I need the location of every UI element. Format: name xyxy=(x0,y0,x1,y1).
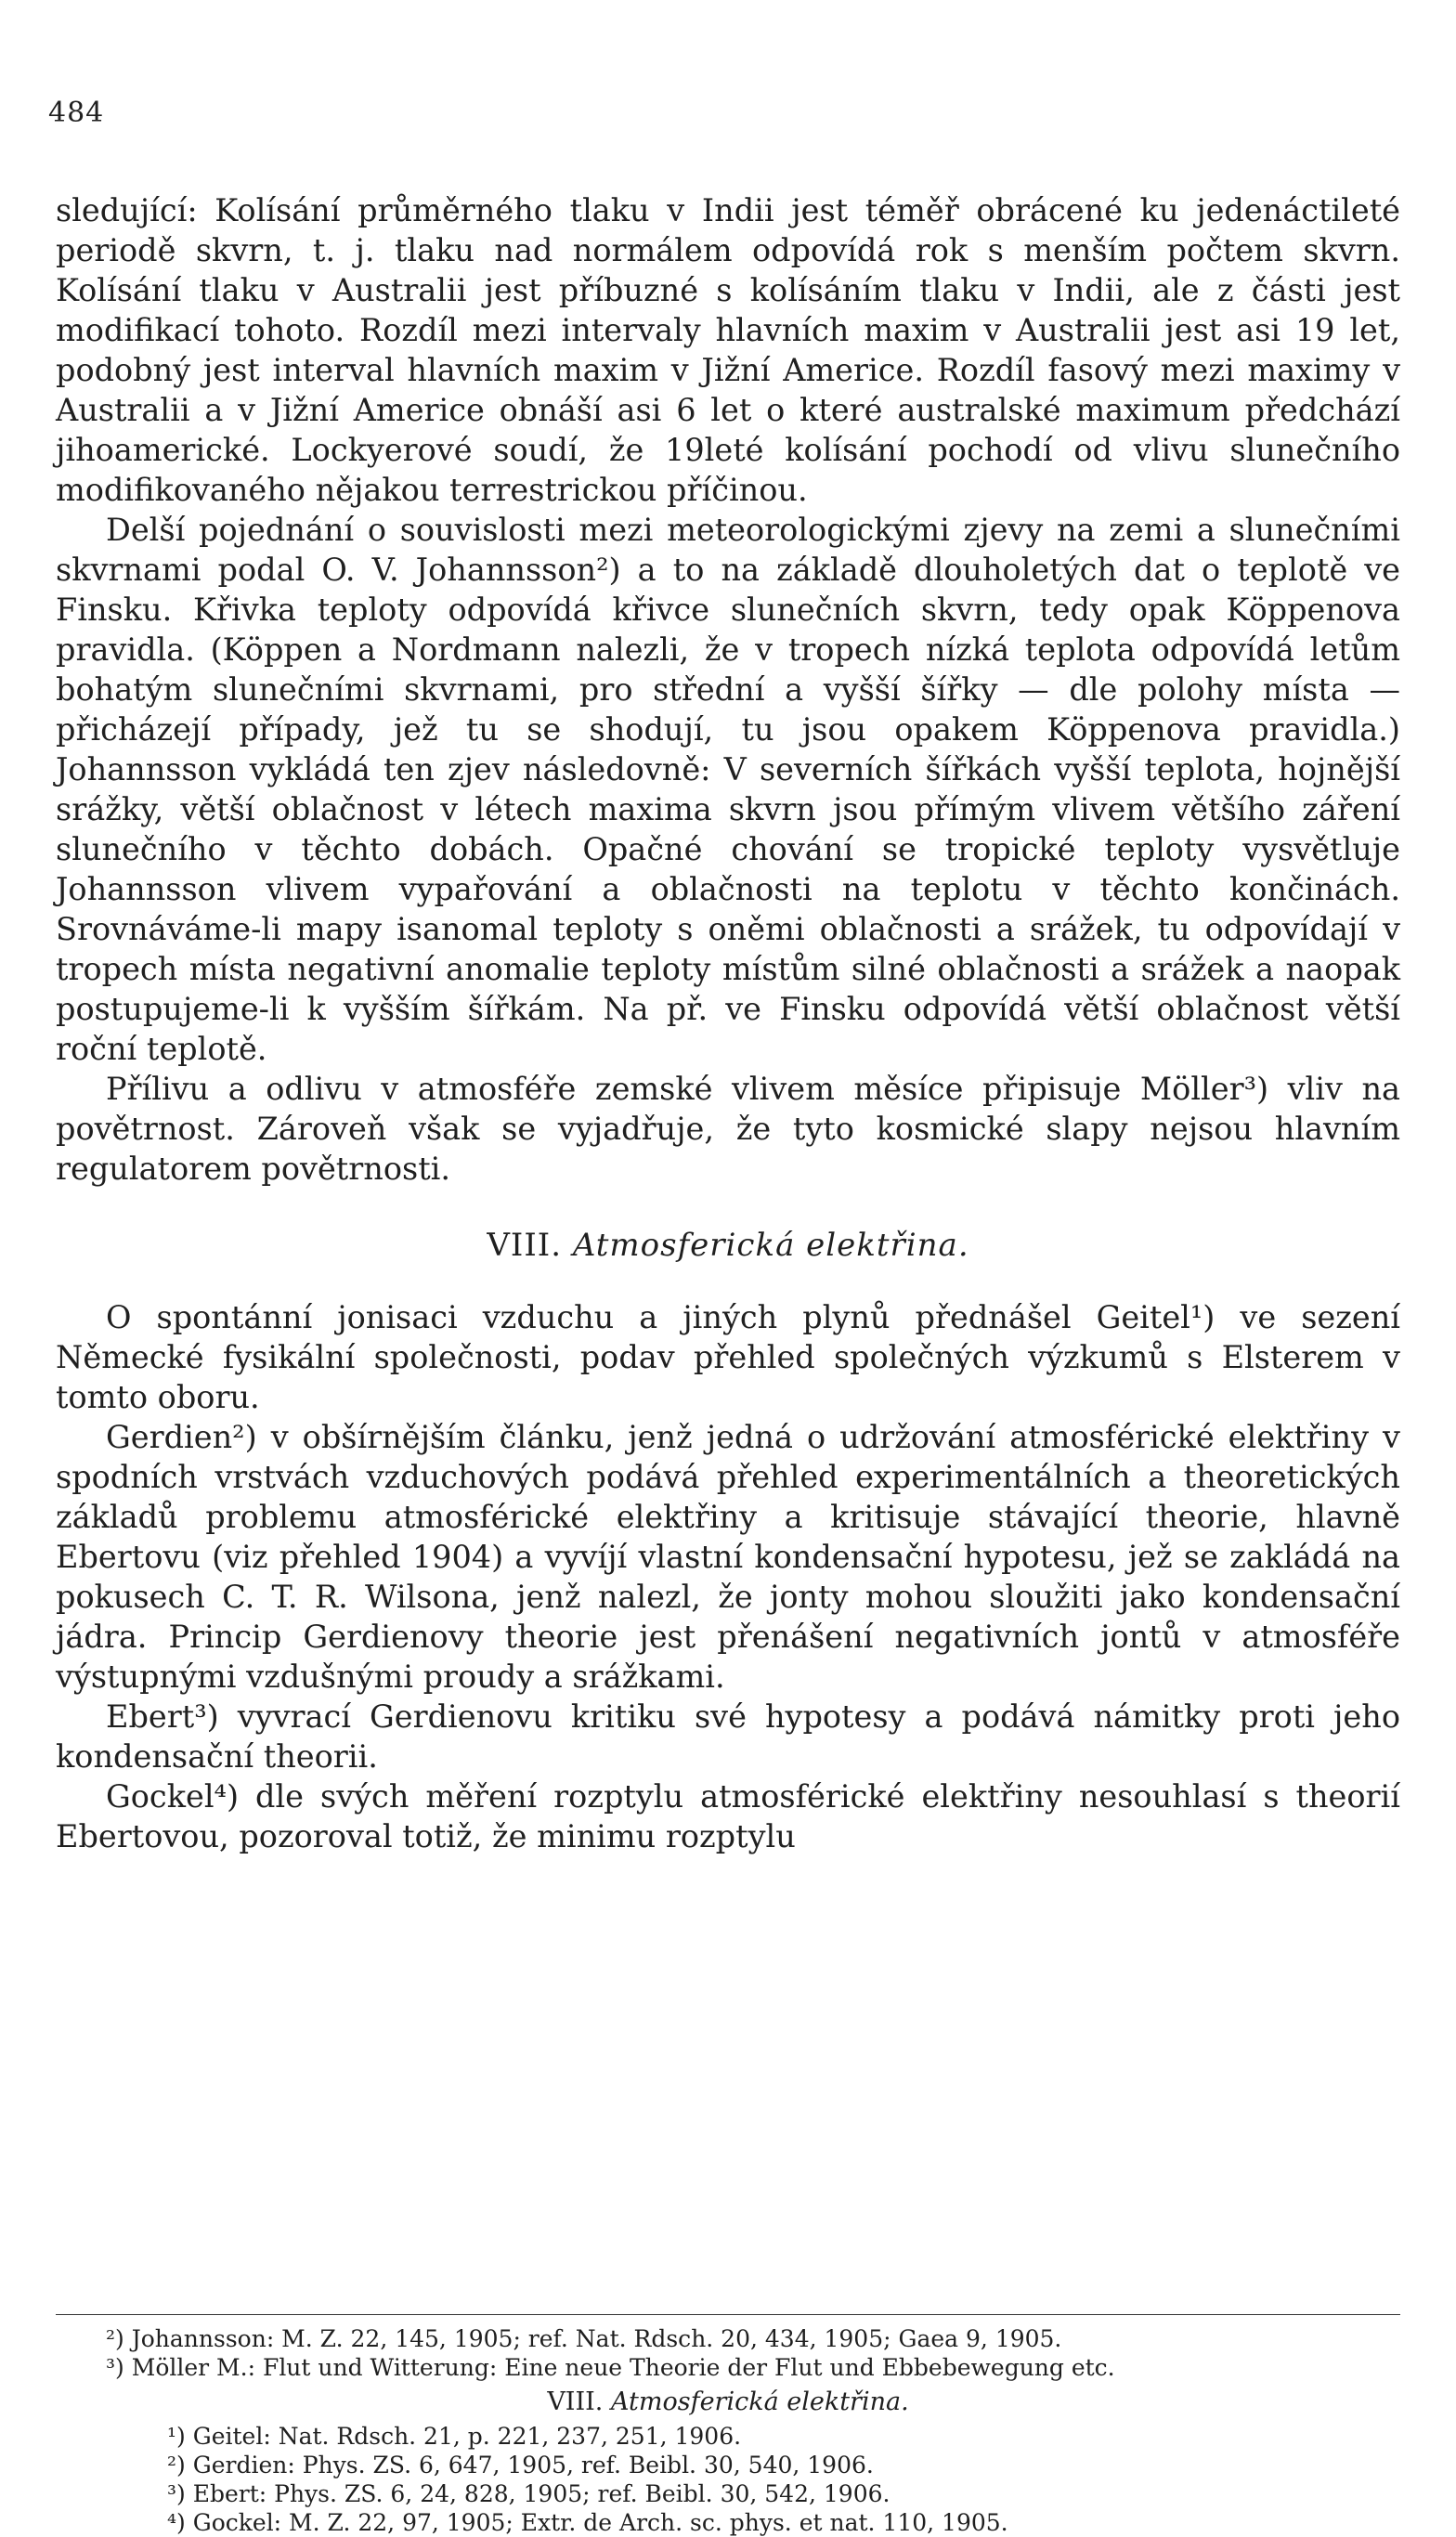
footnote: ³) Möller M.: Flut und Witterung: Eine neue Theorie der Flut und Ebbebewegung etc. xyxy=(106,2354,1115,2381)
footnote: ³) Ebert: Phys. ZS. 6, 24, 828, 1905; ref. Beibl. 30, 542, 1906. xyxy=(167,2480,890,2507)
paragraph: sledující: Kolísání průměrného tlaku v Indii jest téměř obrácené ku jedenáctileté periodě skvrn, t. j. tlaku nad normálem odpovídá rok s menším počtem skvrn. Kolísání tlaku v Australii jest příbuzné s kolísáním tlaku v Indii, ale z části jest modifikací tohoto. Rozdíl mezi intervaly hlavních maxim v Australii jest asi 19 let, podobný jest interval hlavních maxim v Jižní Americe. Rozdíl fasový mezi maximy v Australii a v Jižní Americe obnáší asi 6 let o které australské maximum předchází jihoamerické. Lockyerové soudí, že 19leté kolísání pochodí od vlivu slunečního modifikovaného nějakou terrestrickou příčinou. xyxy=(56,192,1400,508)
paragraph: Gerdien²) v obšírnějším článku, jenž jedná o udržování atmosférické elektřiny v spodních vrstvách vzduchových podává přehled experimentálních a theoretických základů problemu atmosférické elektřiny a kritisuje stávající theorie, hlavně Ebertovu (viz přehled 1904) a vyvíjí vlastní kondensační hypotesu, jež se zakládá na pokusech C. T. R. Wilsona, jenž nalezl, že jonty mohou sloužiti jako kondensační jádra. Princip Gerdienovy theorie jest přenášení negativních jontů v atmosféře výstupnými vzdušnými proudy a srážkami. xyxy=(56,1419,1400,1695)
footnote: ²) Gerdien: Phys. ZS. 6, 647, 1905, ref. Beibl. 30, 540, 1906. xyxy=(167,2452,874,2478)
section-heading xyxy=(56,1226,1400,1266)
paragraph: Přílivu a odlivu v atmosféře zemské vlivem měsíce připisuje Möller³) vliv na povětrnost. Zároveň však se vyjadřuje, že tyto kosmické slapy nejsou hlavním regulatorem povětrnosti. xyxy=(56,1071,1400,1187)
footnote: ²) Johannsson: M. Z. 22, 145, 1905; ref. Nat. Rdsch. 20, 434, 1905; Gaea 9, 1905. xyxy=(106,2325,1062,2352)
paragraph: Delší pojednání o souvislosti mezi meteorologickými zjevy na zemi a slunečními skvrnami podal O. V. Johannsson²) a to na základě dlouholetých dat o teplotě ve Finsku. Křivka teploty odpovídá křivce slunečních skvrn, tedy opak Köppenova pravidla. (Köppen a Nordmann nalezli, že v tropech nízká teplota odpovídá letům bohatým slunečními skvrnami, pro střední a vyšší šířky — dle polohy místa — přicházejí případy, jež tu se shodují, tu jsou opakem Köppenova pravidla.) Johannsson vykládá ten zjev následovně: V severních šířkách vyšší teplota, hojnější srážky, větší oblačnost v létech maxima skvrn jsou přímým vlivem většího záření slunečního v těchto dobách. Opačné chování se tropické teploty vysvětluje Johannsson vlivem vypařování a oblačnosti na teplotu v těchto končinách. Srovnáváme-li mapy isanomal teploty s oněmi oblačnosti a srážek, tu odpovídají v tropech místa negativní anomalie teploty místům silné oblačnosti a srážek a naopak postupujeme-li k vyšším šířkám. Na př. ve Finsku odpovídá větší oblačnost větší roční teplotě. xyxy=(56,512,1400,1067)
section-title: Atmosferická elektřina. xyxy=(572,1227,969,1264)
footnote-section-heading xyxy=(56,2387,1400,2416)
body-text xyxy=(56,190,1400,1856)
page-number: 484 xyxy=(48,97,105,129)
paragraph: O spontánní jonisaci vzduchu a jiných plynů přednášel Geitel¹) ve sezení Německé fysikální společnosti, podav přehled společných výzkumů s Elsterem v tomto oboru. xyxy=(56,1299,1400,1415)
section-number: VIII. xyxy=(487,1227,562,1264)
paragraph: Gockel⁴) dle svých měření rozptylu atmosférické elektřiny nesouhlasí s theorií Ebertovou, pozoroval totiž, že minimu rozptylu xyxy=(56,1778,1400,1854)
footnote: ¹) Geitel: Nat. Rdsch. 21, p. 221, 237, 251, 1906. xyxy=(167,2423,742,2450)
paragraph: Ebert³) vyvrací Gerdienovu kritiku své hypotesy a podává námitky proti jeho kondensační theorii. xyxy=(56,1698,1400,1775)
footnote-section-title: Atmosferická elektřina. xyxy=(610,2387,909,2416)
footnote: ⁴) Gockel: M. Z. 22, 97, 1905; Extr. de Arch. sc. phys. et nat. 110, 1905. xyxy=(167,2509,1008,2536)
footnote-section-number: VIII. xyxy=(547,2387,604,2416)
footnotes xyxy=(56,2314,1400,2537)
